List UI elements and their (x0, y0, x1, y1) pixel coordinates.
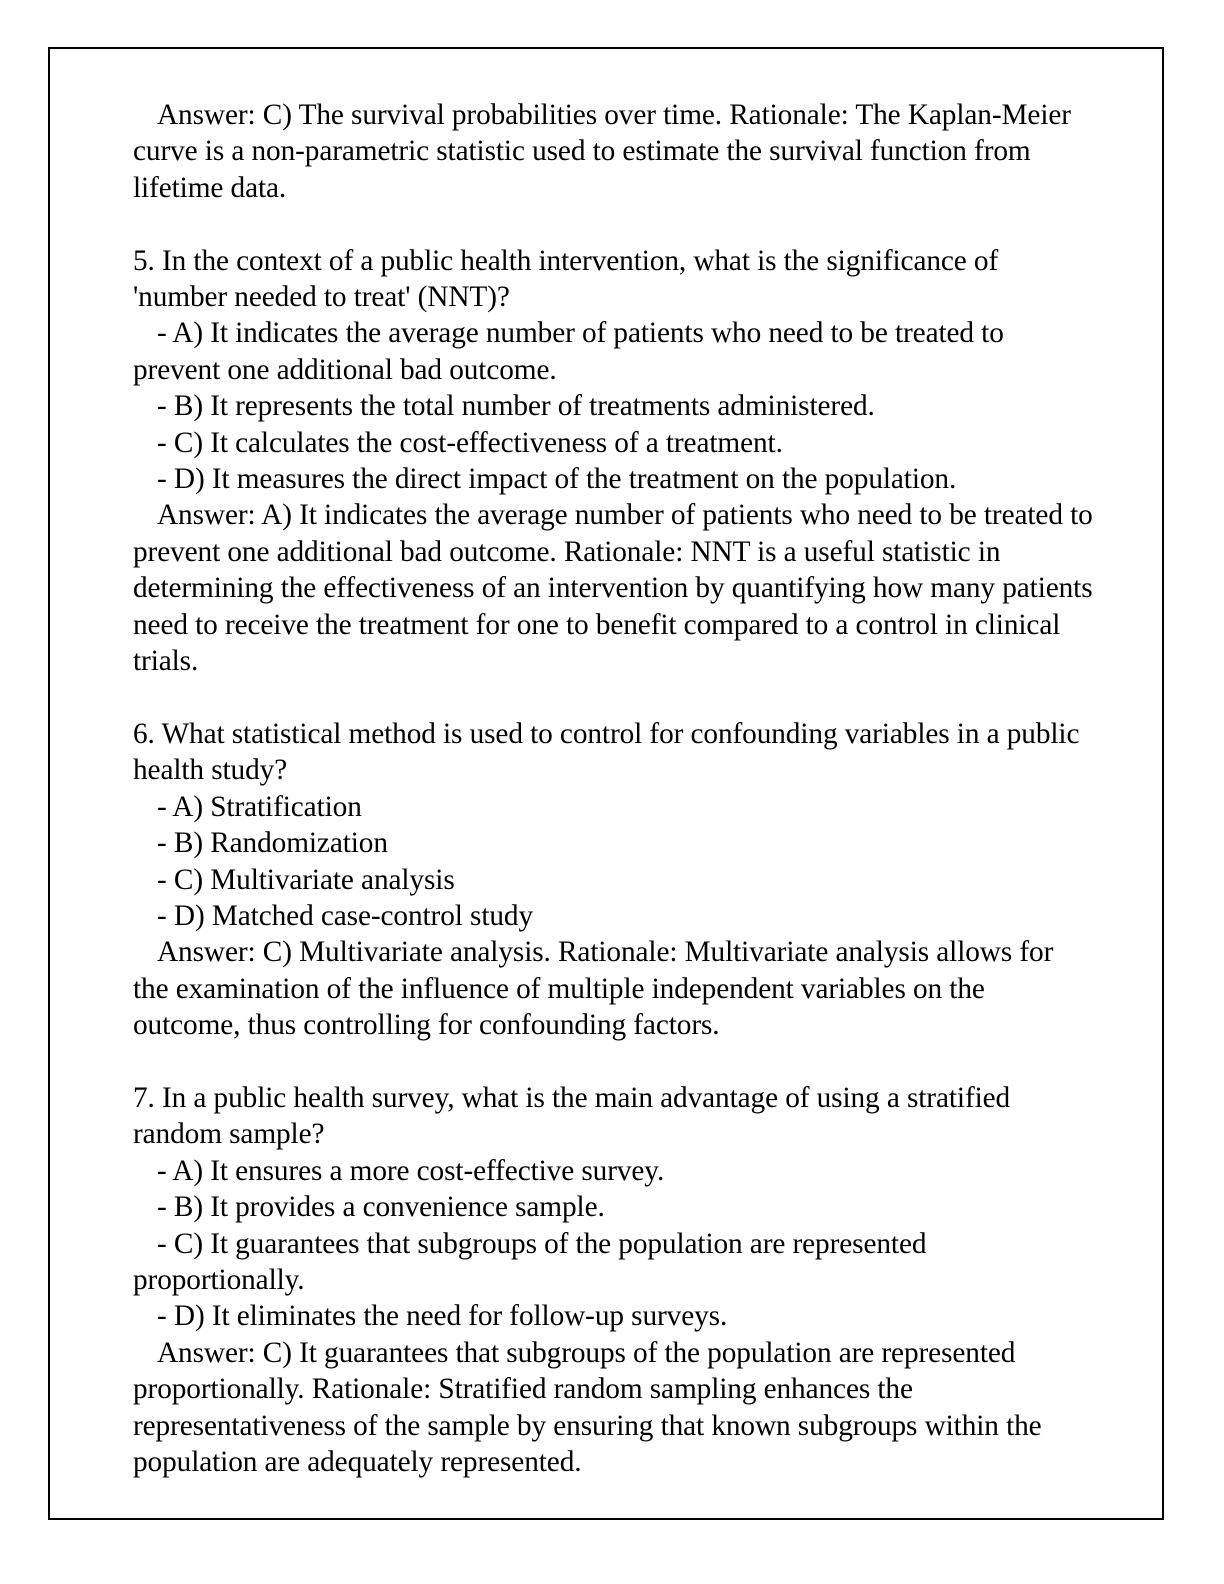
option-c: - C) It calculates the cost-effectiveness of a treatment. (157, 426, 783, 459)
option-d: - D) Matched case-control study (157, 899, 534, 932)
question-text: 5. In the context of a public health intervention, what is the significance of 'number needed to treat' (NNT)? (133, 244, 999, 314)
option-a: - A) It indicates the average number of patients who need to be treated to prevent one additional bad outcome. (133, 317, 1004, 386)
option-c: - C) It guarantees that subgroups of the population are represented proportionally. (133, 1227, 927, 1296)
option-a: - A) It ensures a more cost-effective survey. (157, 1154, 665, 1187)
option-c: - C) Multivariate analysis (157, 863, 455, 896)
option-b: - B) It provides a convenience sample. (157, 1191, 605, 1224)
question-block-5 (133, 243, 1093, 680)
option-d: - D) It eliminates the need for follow-up surveys. (157, 1300, 728, 1333)
option-b: - B) It represents the total number of treatments administered. (157, 390, 875, 423)
question-block-6 (133, 716, 1093, 1044)
question-block-7 (133, 1080, 1093, 1480)
question-text: 7. In a public health survey, what is the main advantage of using a stratified random sample? (133, 1081, 1011, 1151)
question-text: 6. What statistical method is used to control for confounding variables in a public health study? (133, 717, 1080, 787)
document-body (133, 97, 1093, 1480)
answer-text: Answer: C) It guarantees that subgroups of the population are represented proportionally. Rationale: Stratified random sampling enhances the representativeness of the sample by ensuring that known subgroups within the population are adequately represented. (133, 1336, 1042, 1478)
answer-text: Answer: A) It indicates the average number of patients who need to be treated to prevent one additional bad outcome. Rationale: NNT is a useful statistic in determining the effectiveness of an intervention by quantifying how many patients need to receive the treatment for one to benefit compared to a control in clinical trials. (133, 499, 1093, 678)
intro-answer: Answer: C) The survival probabilities over time. Rationale: The Kaplan-Meier curve is a non-parametric statistic used to estimate the survival function from lifetime data. (133, 99, 1071, 204)
option-d: - D) It measures the direct impact of the treatment on the population. (157, 463, 957, 496)
answer-text: Answer: C) Multivariate analysis. Rationale: Multivariate analysis allows for the examination of the influence of multiple independent variables on the outcome, thus controlling for confounding factors. (133, 936, 1054, 1042)
spacer (133, 1044, 1093, 1080)
option-a: - A) Stratification (157, 790, 362, 823)
spacer (133, 206, 1093, 242)
spacer (133, 679, 1093, 715)
option-b: - B) Randomization (157, 827, 388, 860)
